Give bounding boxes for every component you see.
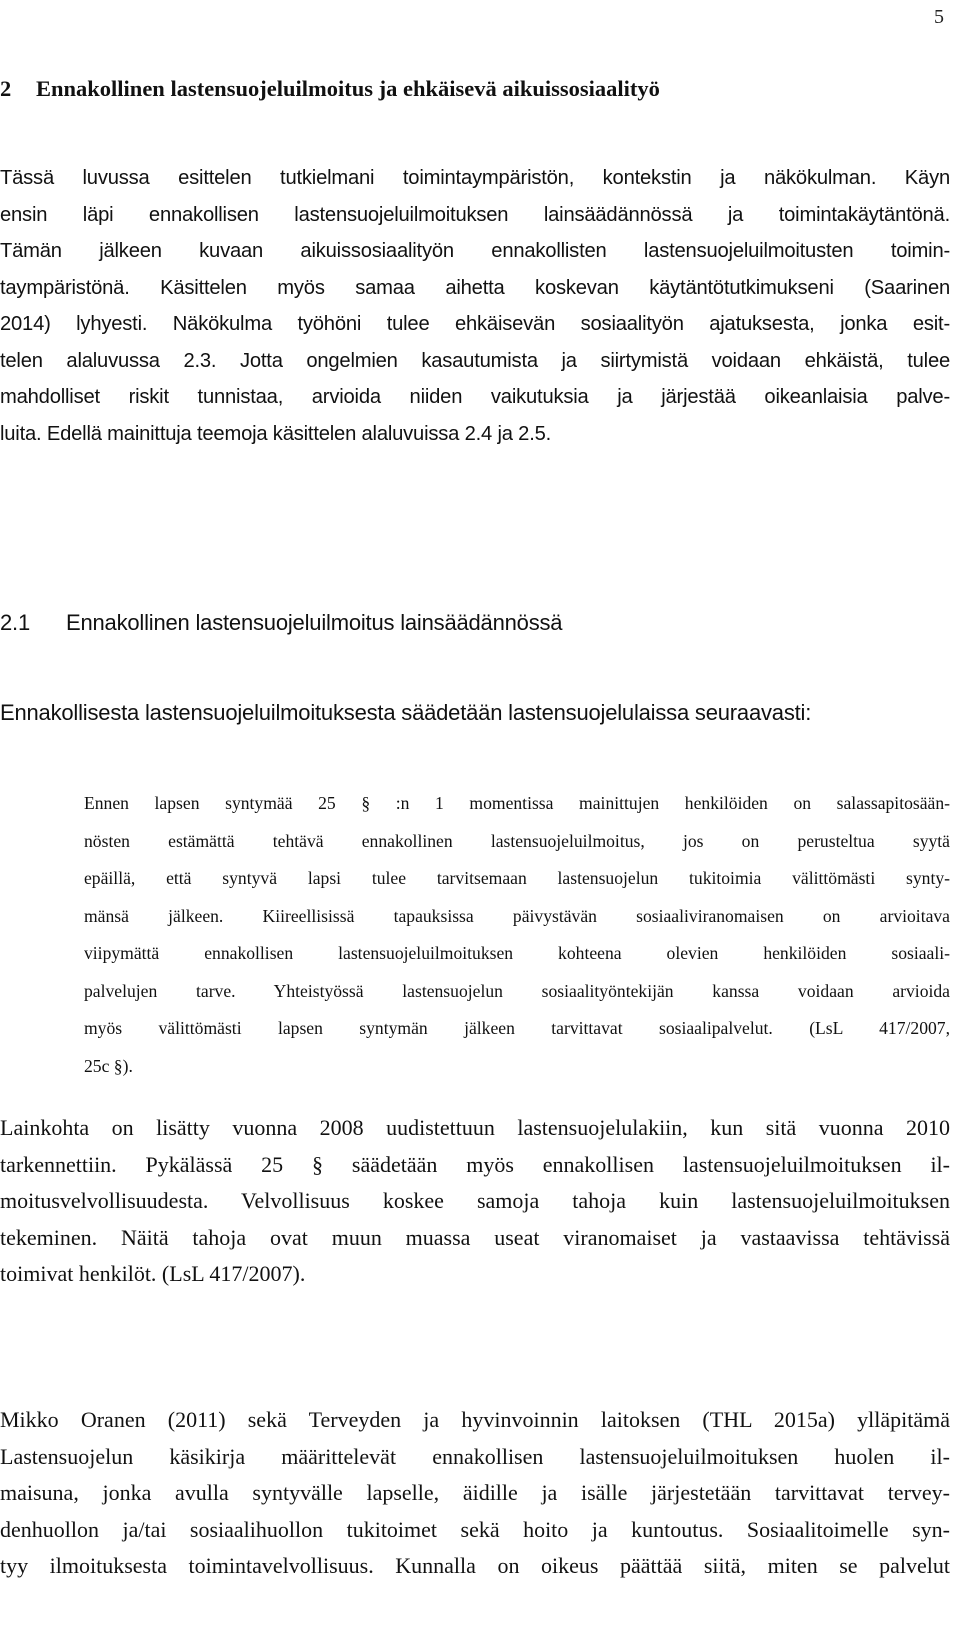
paragraph-line: taympäristönä. Käsittelen myös samaa aihetta koskevan käytäntötutkimukseni (Saarinen: [0, 276, 950, 299]
page-number: 5: [934, 6, 944, 28]
paragraph-line: luita. Edellä mainittuja teemoja käsittelen alaluvuissa 2.4 ja 2.5.: [0, 422, 552, 445]
section-number: 2.1: [0, 610, 30, 635]
paragraph-line: maisuna, jonka avulla syntyvälle lapselle, äidille ja isälle järjestetään tarvittavat tervey-: [0, 1480, 950, 1505]
section-title: Ennakollinen lastensuojeluilmoitus lainsäädännössä: [66, 610, 563, 635]
paragraph-line: denhuollon ja/tai sosiaalihuollon tukitoimet sekä hoito ja kuntoutus. Sosiaalitoimelle syn-: [0, 1516, 950, 1542]
quote-line: viipymättä ennakollisen lastensuojeluilmoituksen kohteena olevien henkilöiden sosiaali-: [84, 943, 950, 963]
paragraph-line: toimivat henkilöt. (LsL 417/2007).: [0, 1261, 306, 1286]
paragraph-line: tarkennettiin. Pykälässä 25 § säädetään myös ennakollisen lastensuojeluilmoituksen il-: [0, 1151, 950, 1177]
paragraph-line: Lainkohta on lisätty vuonna 2008 uudistettuun lastensuojelulakiin, kun sitä vuonna 2010: [0, 1115, 950, 1140]
quote-line: 25c §).: [84, 1055, 133, 1076]
section-heading: [0, 610, 562, 636]
paragraph-line: tekeminen. Näitä tahoja ovat muun muassa useat viranomaiset ja vastaavissa tehtävissä: [0, 1224, 950, 1250]
quote-line: Ennen lapsen syntymää 25 § :n 1 momentissa mainittujen henkilöiden on salassapitosään-: [84, 793, 950, 813]
paragraph-line: mahdolliset riskit tunnistaa, arvioida niiden vaikutuksia ja järjestää oikeanlaisia palve-: [0, 386, 950, 408]
paragraph-line: ensin läpi ennakollisen lastensuojeluilmoituksen lainsäädännössä ja toimintakäytäntönä.: [0, 203, 950, 226]
paragraph-line: 2014) lyhyesti. Näkökulma työhöni tulee ehkäisevän sosiaalityön ajatuksesta, jonka esit-: [0, 313, 950, 335]
paragraph-line: Mikko Oranen (2011) sekä Terveyden ja hyvinvoinnin laitoksen (THL 2015a) ylläpitämä: [0, 1407, 950, 1432]
quote-line: nösten estämättä tehtävä ennakollinen lastensuojeluilmoitus, jos on perusteltua syytä: [84, 830, 950, 851]
lead-in-text: Ennakollisesta lastensuojeluilmoituksesta säädetään lastensuojelulaissa seuraavasti:: [0, 700, 812, 725]
chapter-heading: [0, 76, 950, 102]
quote-line: palvelujen tarve. Yhteistyössä lastensuojelun sosiaalityöntekijän kanssa voidaan arvioida: [84, 980, 950, 1001]
chapter-title: Ennakollinen lastensuojeluilmoitus ja ehkäisevä aikuissosiaalityö: [36, 76, 660, 101]
quote-line: mänsä jälkeen. Kiireellisissä tapauksissa päivystävän sosiaaliviranomaisen on arvioitava: [84, 905, 950, 926]
paragraph-line: moitusvelvollisuudesta. Velvollisuus koskee samoja tahoja kuin lastensuojeluilmoituksen: [0, 1188, 950, 1213]
paragraph-2: [0, 1110, 950, 1293]
paragraph-line: telen alaluvussa 2.3. Jotta ongelmien kasautumista ja siirtymistä voidaan ehkäistä, tulee: [0, 349, 950, 372]
quote-line: myös välittömästi lapsen syntymän jälkeen tarvittavat sosiaalipalvelut. (LsL 417/2007,: [84, 1018, 950, 1038]
intro-paragraph: [0, 160, 950, 452]
paragraph-line: Lastensuojelun käsikirja määrittelevät ennakollisen lastensuojeluilmoituksen huolen il-: [0, 1443, 950, 1469]
chapter-number: 2: [0, 76, 12, 101]
paragraph-line: Tämän jälkeen kuvaan aikuissosiaalityön ennakollisten lastensuojeluilmoitusten toimin-: [0, 240, 950, 262]
quote-line: epäillä, että syntyvä lapsi tulee tarvitsemaan lastensuojelun tukitoimia välittömästi synty-: [84, 868, 950, 888]
paragraph-line: tyy ilmoituksesta toimintavelvollisuus. Kunnalla on oikeus päättää siitä, miten se palvelut: [0, 1553, 950, 1578]
paragraph-3: [0, 1402, 950, 1585]
paragraph-line: Tässä luvussa esittelen tutkielmani toimintaympäristön, kontekstin ja näkökulman. Käyn: [0, 167, 950, 189]
law-quote: [84, 785, 950, 1085]
